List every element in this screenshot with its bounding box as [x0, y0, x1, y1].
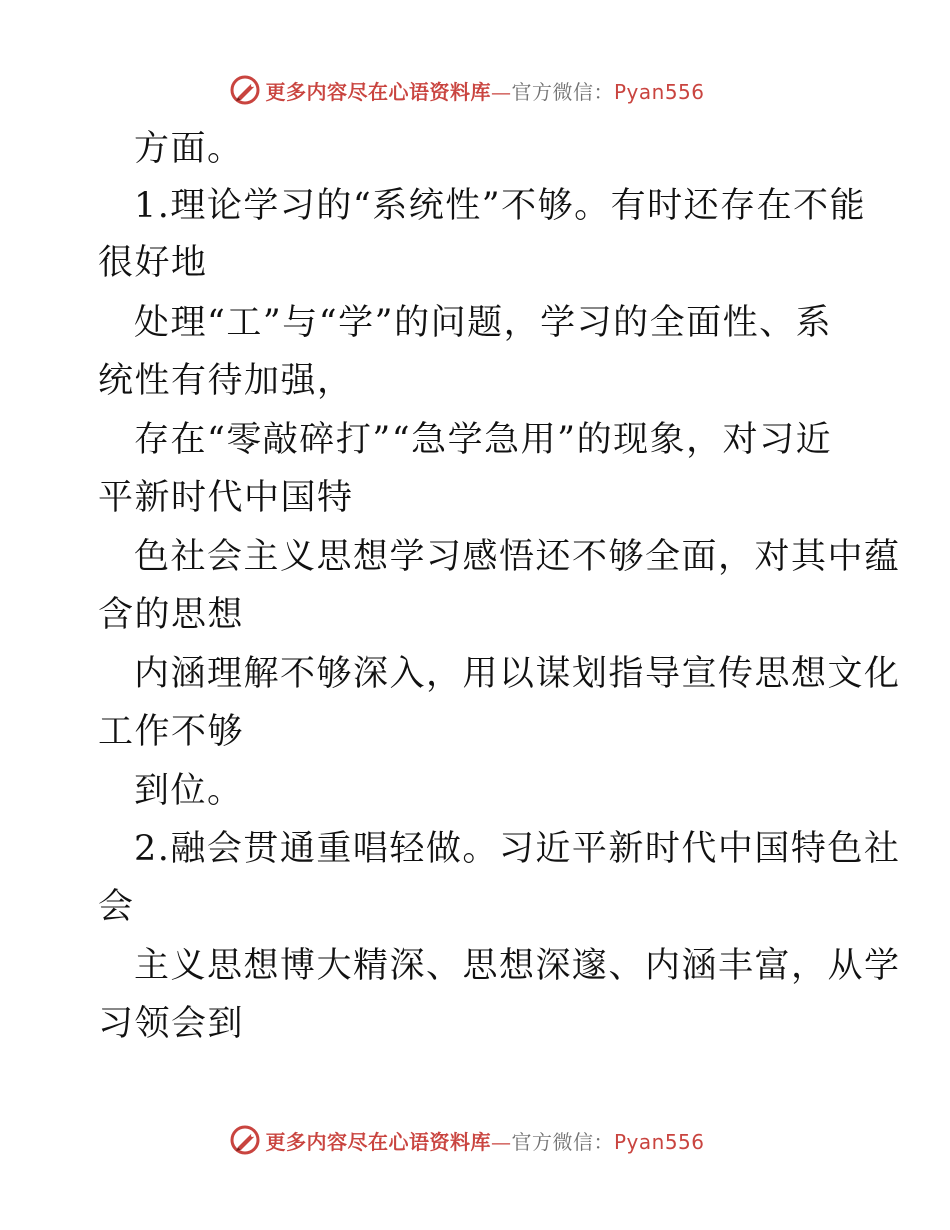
text-line: 主义思想博大精深、思想深邃、内涵丰富，从学 — [134, 946, 901, 986]
banner-wechat-label: 官方微信： — [511, 1129, 614, 1154]
banner-library-text: 更多内容尽在心语资料库 — [265, 1129, 491, 1154]
text-line: 统性有待加强， — [98, 361, 354, 401]
banner-wechat-label: 官方微信： — [511, 79, 614, 104]
banner-wechat-id: Pyan556 — [613, 1129, 705, 1154]
banner-text — [265, 1126, 704, 1155]
text-line: 习领会到 — [98, 1004, 245, 1044]
text-line: 含的思想 — [98, 595, 245, 635]
text-line: 方面。 — [134, 129, 244, 169]
banner-dash: — — [490, 79, 512, 104]
banner-dash: — — [490, 1129, 512, 1154]
banner-library-text: 更多内容尽在心语资料库 — [265, 79, 491, 104]
text-line: 到位。 — [134, 771, 244, 811]
text-line: 1.理论学习的“系统性”不够。有时还存在不能 — [134, 186, 867, 226]
text-line: 工作不够 — [98, 712, 245, 752]
text-line: 存在“零敲碎打”“急学急用”的现象，对习近 — [134, 420, 833, 460]
text-line: 平新时代中国特 — [98, 478, 354, 518]
text-line: 处理“工”与“学”的问题，学习的全面性、系 — [134, 303, 833, 343]
text-line: 很好地 — [98, 243, 208, 283]
pen-logo-icon — [229, 1124, 261, 1156]
text-line: 内涵理解不够深入，用以谋划指导宣传思想文化 — [134, 654, 901, 694]
text-line: 2.融会贯通重唱轻做。习近平新时代中国特色社 — [134, 829, 901, 869]
text-line: 色社会主义思想学习感悟还不够全面，对其中蕴 — [134, 537, 901, 577]
footer-banner — [0, 1120, 950, 1160]
text-line: 会 — [98, 887, 135, 927]
banner-wechat-id: Pyan556 — [613, 79, 705, 104]
